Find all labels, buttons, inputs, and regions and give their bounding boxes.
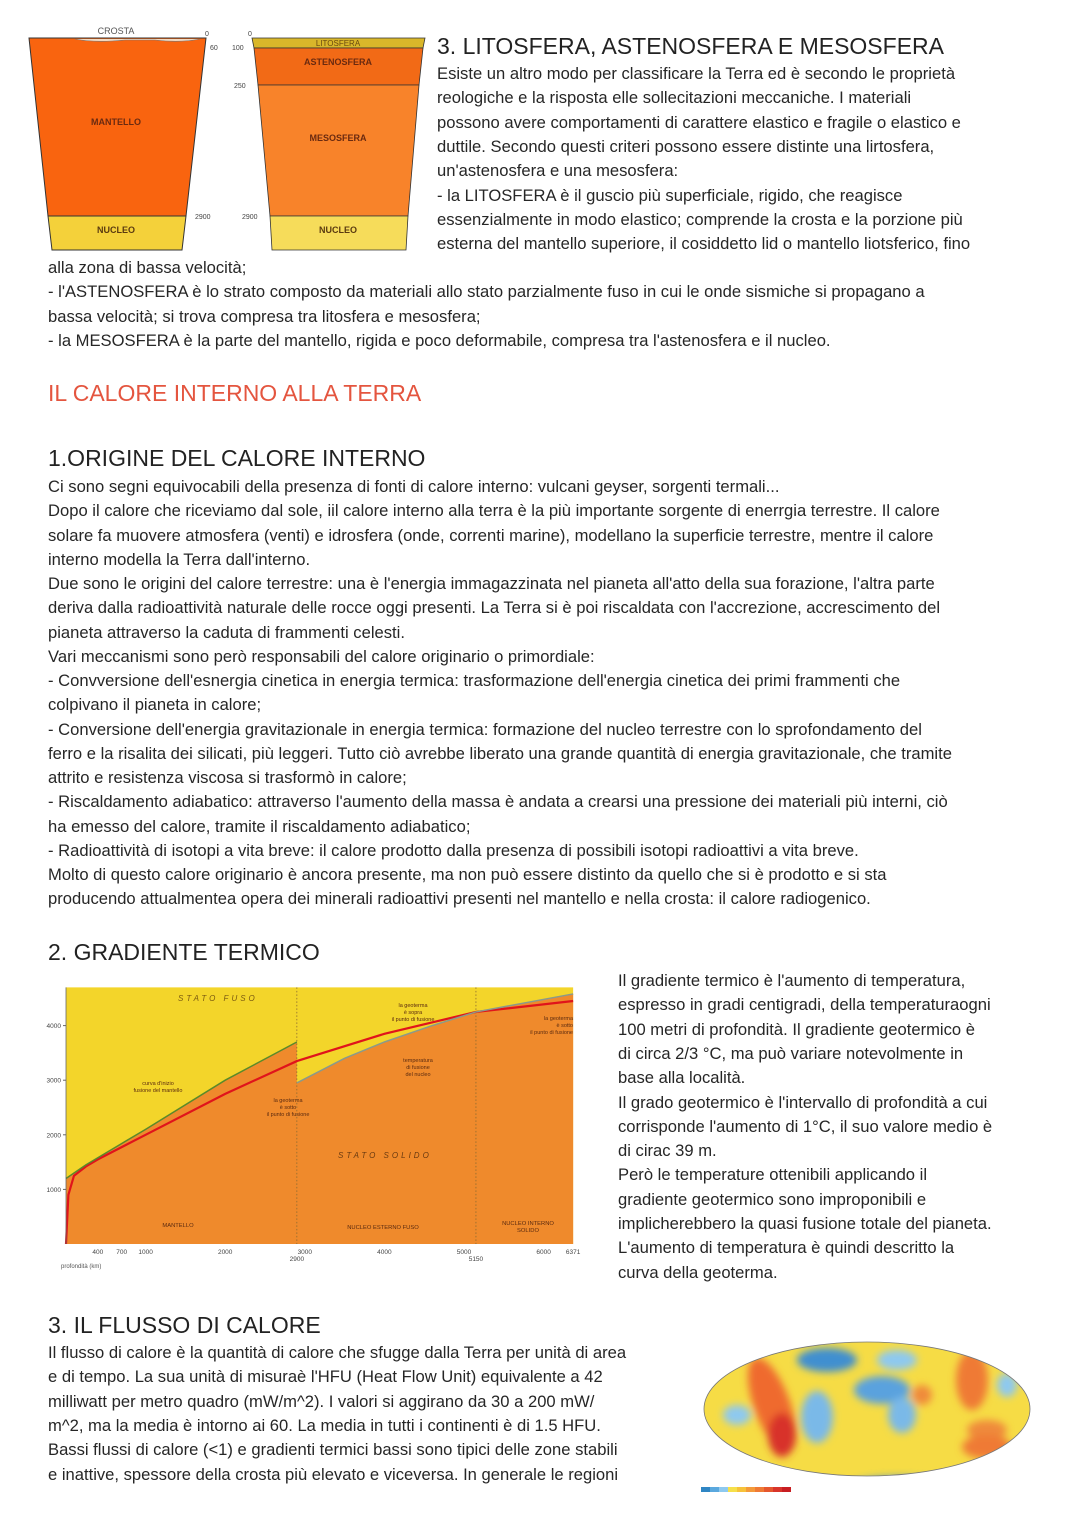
text-line: e inattive, spessore della crosta più elevato e viceversa. In generale le regioni bbox=[48, 1464, 619, 1484]
legend-swatch bbox=[746, 1487, 755, 1492]
depth-2900-label: 2900 bbox=[195, 214, 211, 221]
text-line: di cirac 39 m. bbox=[618, 1141, 717, 1161]
zone-label: SOLIDO bbox=[517, 1228, 539, 1234]
zone-label: MANTELLO bbox=[162, 1223, 194, 1229]
depth-0-label: 0 bbox=[205, 31, 209, 38]
text-line: pianeta attraverso la caduta di frammenti celesti. bbox=[48, 622, 405, 642]
x-tick-label: 5000 bbox=[456, 1249, 472, 1256]
text-line: reologiche e la risposta elle sollecitazioni meccaniche. I materiali bbox=[437, 88, 912, 108]
text-line: L'aumento di temperatura è quindi descritto la bbox=[618, 1238, 955, 1258]
x-tick-label: 2000 bbox=[217, 1249, 233, 1256]
text-line: deriva dalla radioattività naturale delle rocce oggi presenti. La Terra si è poi riscaldata con l'accrezione, accrescimento del bbox=[48, 598, 941, 618]
text-line: colpivano il pianeta in calore; bbox=[48, 695, 262, 715]
mesosphere-label: MESOSFERA bbox=[309, 133, 367, 143]
x-tick-label: 1000 bbox=[138, 1249, 153, 1256]
text-line: duttile. Secondo questi criteri possono essere distinte una lirtosfera, bbox=[437, 136, 935, 156]
text-line: Vari meccanismi sono però responsabili del calore originario o primordiale: bbox=[48, 646, 595, 666]
text-line: solare fa muovere atmosfera (venti) e idrosfera (onde, correnti marine), modellano la superficie terrestre, mentre il calore bbox=[48, 525, 934, 545]
zone-label: NUCLEO INTERNO bbox=[502, 1221, 554, 1227]
text-line: Il flusso di calore è la quantità di calore che sfugge dalla Terra per unità di area bbox=[48, 1343, 627, 1362]
annotation-below_mantle: la geoterma bbox=[273, 1098, 303, 1104]
annotation-below_mantle: è sotto bbox=[279, 1105, 297, 1111]
legend-swatch bbox=[773, 1487, 782, 1492]
heat-flow-world-map bbox=[697, 1335, 1037, 1500]
layers-left-diagram bbox=[29, 26, 218, 250]
section-title-origin: 1.ORIGINE DEL CALORE INTERNO bbox=[48, 445, 426, 471]
annotation-below_mantle: il punto di fusione bbox=[266, 1112, 310, 1118]
asthenosphere-label: ASTENOSFERA bbox=[303, 57, 373, 67]
text-line: - la MESOSFERA è la parte del mantello, rigida e poco deformabile, compresa tra l'astenosfera e il nucleo. bbox=[48, 330, 831, 350]
text-line: Ci sono segni equivocabili della presenza di fonti di calore interno: vulcani geyser, sorgenti termali... bbox=[48, 477, 780, 496]
text-line: esterna del mantello superiore, il cosiddetto lid o mantello liotsferico, fino bbox=[437, 234, 971, 254]
legend-swatch bbox=[764, 1487, 773, 1492]
legend-swatch bbox=[728, 1487, 737, 1492]
text-line: attrito e resistenza viscosa si trasformò in calore; bbox=[48, 768, 407, 787]
text-line: Molto di questo calore originario è ancora presente, ma non può essere distinto da quello che si è prodotto e si sta bbox=[48, 865, 887, 884]
depth-60-label: 60 bbox=[210, 45, 218, 52]
annotation-core_melt: del nucleo bbox=[405, 1072, 431, 1078]
legend-swatch bbox=[782, 1487, 791, 1492]
depth-250-label: 250 bbox=[234, 83, 246, 90]
layers-right-diagram bbox=[232, 31, 425, 250]
text-line: base alla località. bbox=[618, 1068, 746, 1088]
text-line: bassa velocità; si trova compresa tra litosfera e mesosfera; bbox=[48, 306, 481, 326]
x-tick-label: 6371 bbox=[565, 1249, 581, 1256]
text-line: Però le temperature ottenibili applicando il bbox=[618, 1165, 928, 1185]
text-line: - Riscaldamento adiabatico: attraverso l'aumento della massa è andata a crearsi una pressione dei materiali più interni, ciò bbox=[48, 792, 948, 812]
text-line: producendo attualmentea opera dei minerali radioattivi presenti nel mantello e nella crosta: il calore radiogenico. bbox=[48, 889, 871, 909]
depth-0-label: 0 bbox=[248, 31, 252, 38]
section-title-heat-flow: 3. IL FLUSSO DI CALORE bbox=[48, 1312, 321, 1338]
core-label: NUCLEO bbox=[319, 225, 357, 235]
annotation-mantle_curve: fusione del mantello bbox=[133, 1088, 183, 1094]
text-line: ha emesso del calore, tramite il riscaldamento adiabatico; bbox=[48, 816, 471, 836]
y-tick-label: 4000 bbox=[46, 1023, 61, 1031]
y-tick-label: 2000 bbox=[46, 1132, 61, 1140]
text-line: e di tempo. La sua unità di misuraè l'HFU (Heat Flow Unit) equivalente a 42 bbox=[48, 1367, 603, 1387]
legend-swatch bbox=[710, 1487, 719, 1492]
text-line: essenzialmente in modo elastico; comprende la crosta e la porzione più bbox=[437, 209, 963, 229]
annotation-above_core: la geoterma bbox=[398, 1003, 428, 1009]
core-label: NUCLEO bbox=[97, 225, 135, 235]
x-tick-label: 2900 bbox=[289, 1256, 305, 1263]
text-line: implicherebbero la quasi fusione totale del pianeta. bbox=[618, 1214, 992, 1233]
legend-swatch bbox=[701, 1487, 710, 1492]
section-title-internal-heat: IL CALORE INTERNO ALLA TERRA bbox=[48, 380, 422, 406]
text-line: Due sono le origini del calore terrestre: una è l'energia immagazzinata nel pianeta all'atto della sua forazione, l'altra parte bbox=[48, 574, 935, 593]
legend-swatch bbox=[719, 1487, 728, 1492]
text-line: - la LITOSFERA è il guscio più superficiale, rigido, che reagisce bbox=[437, 185, 903, 205]
zone-label: NUCLEO ESTERNO FUSO bbox=[347, 1225, 419, 1231]
x-tick-label: 6000 bbox=[536, 1249, 551, 1256]
melt-region-label: STATO FUSO bbox=[178, 994, 258, 1003]
x-tick-label: 4000 bbox=[377, 1249, 392, 1256]
mantle-label: MANTELLO bbox=[91, 117, 141, 127]
solid-region-label: STATO SOLIDO bbox=[338, 1151, 432, 1160]
text-line: interno modella la Terra dall'interno. bbox=[48, 549, 311, 569]
y-tick-label: 1000 bbox=[46, 1186, 61, 1194]
geotherm-chart bbox=[38, 982, 590, 1280]
text-line: Esiste un altro modo per classificare la Terra ed è secondo le proprietà bbox=[437, 64, 956, 83]
x-axis-label: profondità (km) bbox=[61, 1264, 102, 1270]
text-line: - l'ASTENOSFERA è lo strato composto da materiali allo stato parzialmente fuso in cui le onde sismiche si propagano a bbox=[48, 282, 925, 302]
legend-swatch bbox=[755, 1487, 764, 1492]
x-tick-label: 5150 bbox=[468, 1256, 484, 1263]
annotation-core_melt: di fusione bbox=[406, 1065, 430, 1071]
text-line: alla zona di bassa velocità; bbox=[48, 258, 247, 277]
text-line: corrisponde l'aumento di 1°C, il suo valore medio è bbox=[618, 1116, 993, 1136]
depth-100-label: 100 bbox=[232, 45, 244, 52]
text-line: 100 metri di profondità. Il gradiente geotermico è bbox=[618, 1019, 975, 1039]
text-line: un'astenosfera e una mesosfera: bbox=[437, 161, 679, 181]
text-line: possono avere comportamenti di carattere elastico e fragile o elastico e bbox=[437, 112, 961, 132]
annotation-above_core: è sopra bbox=[403, 1010, 423, 1016]
text-line: m^2, ma la media è intorno ai 60. La media in tutti i continenti è di 1.5 HFU. bbox=[48, 1415, 601, 1435]
text-line: Dopo il calore che riceviamo dal sole, iil calore interno alla terra è la più importante sorgente di enerrgia terrestre. Il calore bbox=[48, 501, 940, 521]
lithosphere-label: LITOSFERA bbox=[315, 39, 361, 48]
crust-label: CROSTA bbox=[97, 26, 135, 36]
section-title-lithosphere: 3. LITOSFERA, ASTENOSFERA E MESOSFERA bbox=[437, 33, 944, 59]
annotation-below_inner: il punto di fusione bbox=[530, 1030, 573, 1036]
text-line: milliwatt per metro quadro (mW/m^2). I valori si aggirano da 30 a 200 mW/ bbox=[48, 1391, 595, 1411]
annotation-below_inner: è sotto bbox=[556, 1023, 573, 1029]
text-line: - Radioattività di isotopi a vita breve: il calore prodotto dalla presenza di possibili isotopi radioattivi a vita breve. bbox=[48, 840, 859, 860]
text-line: espresso in gradi centigradi, della temperaturaogni bbox=[618, 995, 991, 1015]
text-line: Il gradiente termico è l'aumento di temperatura, bbox=[618, 971, 966, 990]
y-tick-label: 3000 bbox=[46, 1077, 61, 1085]
annotation-core_melt: temperatura bbox=[403, 1058, 433, 1064]
text-line: Bassi flussi di calore (<1) e gradienti termici bassi sono tipici delle zone stabili bbox=[48, 1440, 618, 1460]
x-tick-label: 400 bbox=[92, 1249, 104, 1256]
text-line: - Convversione dell'esnergia cinetica in energia termica: trasformazione dell'energia cinetica dei primi frammenti che bbox=[48, 671, 901, 690]
earth-layers-figure bbox=[20, 20, 440, 260]
x-tick-label: 3000 bbox=[297, 1249, 313, 1256]
depth-2900-label: 2900 bbox=[242, 214, 258, 221]
annotation-below_inner: la geoterma bbox=[543, 1016, 573, 1022]
x-tick-label: 700 bbox=[116, 1249, 128, 1256]
section-title-gradient: 2. GRADIENTE TERMICO bbox=[48, 939, 320, 965]
text-line: - Conversione dell'energia gravitazionale in energia termica: formazione del nucleo terrestre con lo sprofondamento del bbox=[48, 719, 922, 739]
annotation-mantle_curve: curva d'inizio bbox=[142, 1081, 174, 1087]
text-line: di circa 2/3 °C, ma può variare notevolmente in bbox=[618, 1043, 964, 1063]
map-legend bbox=[701, 1487, 791, 1492]
legend-swatch bbox=[737, 1487, 746, 1492]
text-line: Il grado geotermico è l'intervallo di profondità a cui bbox=[618, 1092, 988, 1112]
text-line: gradiente geotermico sono improponibili e bbox=[618, 1189, 927, 1209]
mantle-layer bbox=[29, 38, 206, 216]
annotation-above_core: il punto di fusione bbox=[391, 1017, 435, 1023]
text-line: curva della geoterma. bbox=[618, 1262, 778, 1282]
text-line: ferro e la risalita dei silicati, più leggeri. Tutto ciò avrebbe liberato una grande quantità di energia gravitazionale, che tramite bbox=[48, 743, 952, 763]
mesosphere-layer bbox=[258, 85, 419, 216]
